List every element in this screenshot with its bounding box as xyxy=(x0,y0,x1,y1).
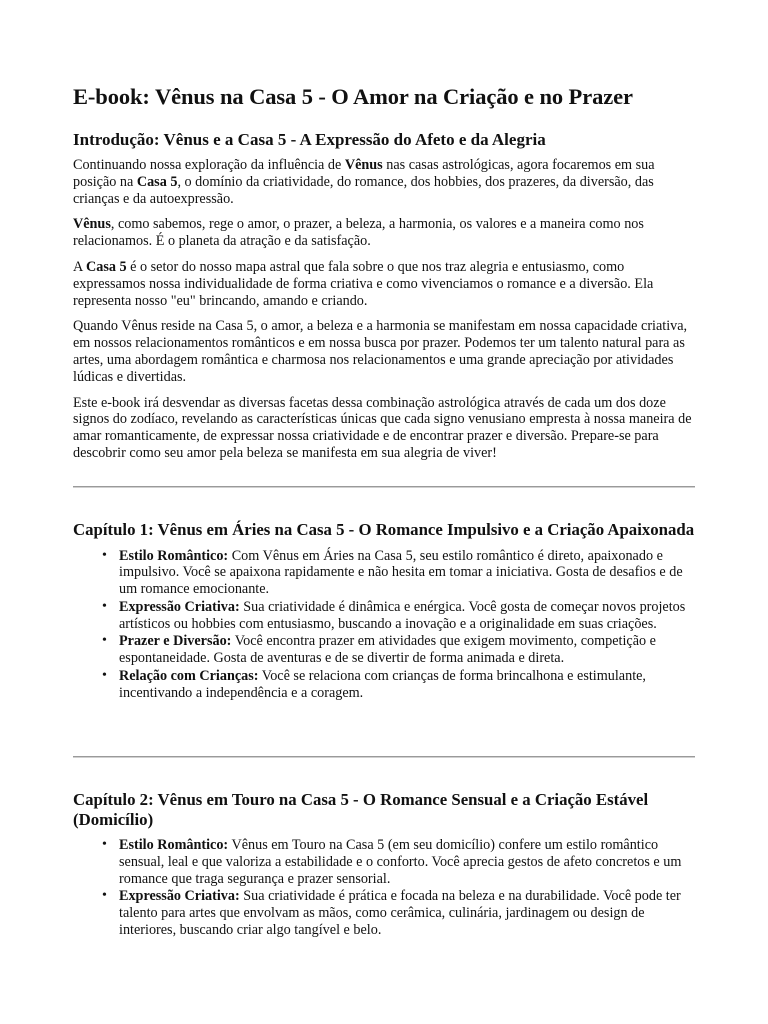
text-run: , como sabemos, rege o amor, o prazer, a beleza, a harmonia, os valores e a maneira como nos relacionamos. É o planeta da atração e da satisfação. xyxy=(73,216,644,250)
list-item-text: Com Vênus em Áries na Casa 5, seu estilo romântico é direto, apaixonado e impulsivo. Você se apaixona rapidamente e não hesita em tomar a iniciativa. Gosta de desafios e de um romance emocionante. xyxy=(119,547,683,598)
text-run: nas casas astrológicas, agora focaremos em sua posição na xyxy=(73,157,655,190)
list-item-text: Você encontra prazer em atividades que exigem movimento, competição e espontaneidade. Gosta de aventuras e de se divertir de forma animada e direta. xyxy=(119,633,656,667)
text-run: , o domínio da criatividade, do romance, dos hobbies, dos prazeres, da diversão, das crianças e da autoexpressão. xyxy=(73,173,654,207)
chapter-2-section xyxy=(73,790,703,940)
intro-paragraph-1 xyxy=(73,157,697,207)
page-title: E-book: Vênus na Casa 5 - O Amor na Criação e no Prazer xyxy=(73,84,633,109)
chapter-1-section xyxy=(73,520,703,703)
chapter-1-list xyxy=(73,548,703,702)
chapter-2-heading: Capítulo 2: Vênus em Touro na Casa 5 - O Romance Sensual e a Criação Estável (Domicílio) xyxy=(73,790,649,829)
list-item xyxy=(119,548,703,598)
list-item xyxy=(119,888,703,938)
list-item-text: Sua criatividade é prática e focada na beleza e na durabilidade. Você pode ter talento para artes que envolvam as mãos, como cerâmica, culinária, jardinagem ou design de interiores, buscando criar algo tangível e belo. xyxy=(119,888,681,938)
intro-paragraph-4: Quando Vênus reside na Casa 5, o amor, a beleza e a harmonia se manifestam em nossa capacidade criativa, em nossos relacionamentos românticos e em nossa busca por prazer. Podemos ter um talento natural para as artes, uma abordagem romântica e charmosa nos relacionamentos e uma grande apreciação por atividades lúdicas e divertidas. xyxy=(73,318,688,385)
text-run: é o setor do nosso mapa astral que fala sobre o que nos traz alegria e entusiasmo, como expressamos nossa individualidade de forma criativa e como vivenciamos o romance e a diversão. Ela representa nosso "eu" brincando, amando e criando. xyxy=(73,258,654,309)
intro-paragraph-3 xyxy=(73,259,697,309)
list-item-label: Relação com Crianças: xyxy=(119,668,259,685)
list-item xyxy=(119,599,703,633)
chapter-2-list xyxy=(73,837,703,939)
list-item-label: Estilo Romântico: xyxy=(119,547,229,564)
introduction-section xyxy=(73,130,697,471)
list-item-text: Sua criatividade é dinâmica e enérgica. Você gosta de começar novos projetos artísticos ou hobbies com entusiasmo, buscando a inovação e a originalidade em suas criações. xyxy=(119,598,686,632)
intro-paragraph-2 xyxy=(73,216,697,250)
text-run: A xyxy=(73,258,87,275)
list-item xyxy=(119,633,703,667)
bold-term-venus: Vênus xyxy=(344,157,383,173)
list-item-text: Você se relaciona com crianças de forma brincalhona e estimulante, incentivando a independência e a coragem. xyxy=(119,668,646,701)
list-item-label: Prazer e Diversão: xyxy=(119,633,232,650)
bold-term-venus: Vênus xyxy=(73,216,111,233)
list-item-label: Estilo Romântico: xyxy=(119,837,229,853)
bold-term-casa5: Casa 5 xyxy=(86,258,127,275)
section-divider xyxy=(73,486,695,488)
list-item-label: Expressão Criativa: xyxy=(119,888,240,905)
list-item-label: Expressão Criativa: xyxy=(119,598,240,615)
text-run: Continuando nossa exploração da influência de xyxy=(73,157,345,173)
chapter-1-heading: Capítulo 1: Vênus em Áries na Casa 5 - O Romance Impulsivo e a Criação Apaixonada xyxy=(73,520,695,539)
bold-term-casa5: Casa 5 xyxy=(136,173,178,190)
intro-heading: Introdução: Vênus e a Casa 5 - A Expressão do Afeto e da Alegria xyxy=(73,130,546,149)
list-item xyxy=(119,668,703,702)
list-item-text: Vênus em Touro na Casa 5 (em seu domicílio) confere um estilo romântico sensual, leal e que valoriza a estabilidade e o conforto. Você aprecia gestos de afeto concretos e um romance que traga segurança e prazer sensorial. xyxy=(119,837,682,887)
intro-paragraph-5: Este e-book irá desvendar as diversas facetas dessa combinação astrológica através de cada um dos doze signos do zodíaco, revelando as características únicas que cada signo venusiano empresta à nossa maneira de amar romanticamente, de expressar nossa criatividade e de encontrar prazer e diversão. Prepare-se para descobrir como seu amor pela beleza se manifesta em sua alegria de viver! xyxy=(73,394,692,461)
section-divider xyxy=(73,756,695,758)
list-item xyxy=(119,837,703,887)
